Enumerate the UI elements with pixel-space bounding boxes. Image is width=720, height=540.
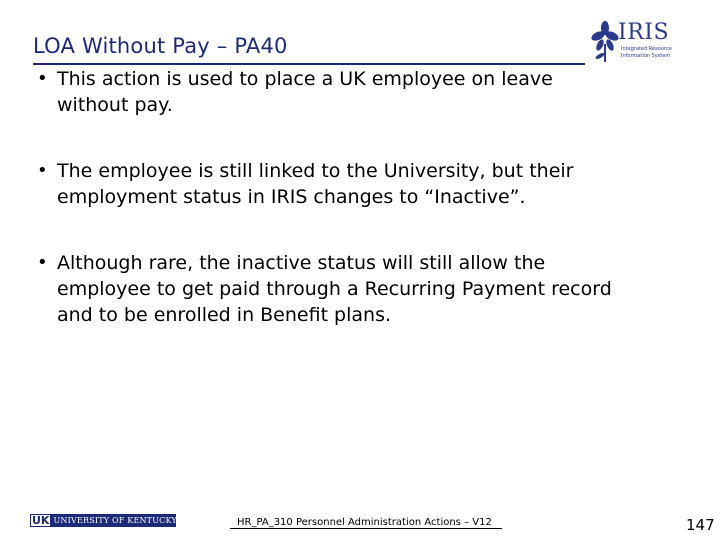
footer-underline xyxy=(230,528,502,529)
slide-title: LOA Without Pay – PA40 xyxy=(33,34,288,58)
title-underline xyxy=(33,63,585,65)
bullet-item: • This action is used to place a UK employee on leave without pay. xyxy=(37,66,687,118)
iris-logo-subtitle: Integrated Resource Information System xyxy=(621,46,672,59)
iris-logo xyxy=(590,18,680,68)
course-footer: HR_PA_310 Personnel Administration Actions – V12 xyxy=(237,517,492,528)
page-number: 147 xyxy=(686,516,715,534)
iris-flower-icon xyxy=(590,20,620,64)
iris-logo-word: IRIS xyxy=(618,20,670,45)
bullet-item: • The employee is still linked to the University, but their employment status in IRIS changes to “Inactive”. xyxy=(37,158,687,210)
bullet-list xyxy=(37,66,687,328)
uk-logo-mark: UK xyxy=(32,514,50,527)
uk-logo-text: UNIVERSITY OF KENTUCKY xyxy=(53,516,177,525)
uk-logo xyxy=(30,514,176,527)
bullet-item: • Although rare, the inactive status will still allow the employee to get paid through a Recurring Payment record and to be enrolled in Benefit plans. xyxy=(37,250,687,328)
